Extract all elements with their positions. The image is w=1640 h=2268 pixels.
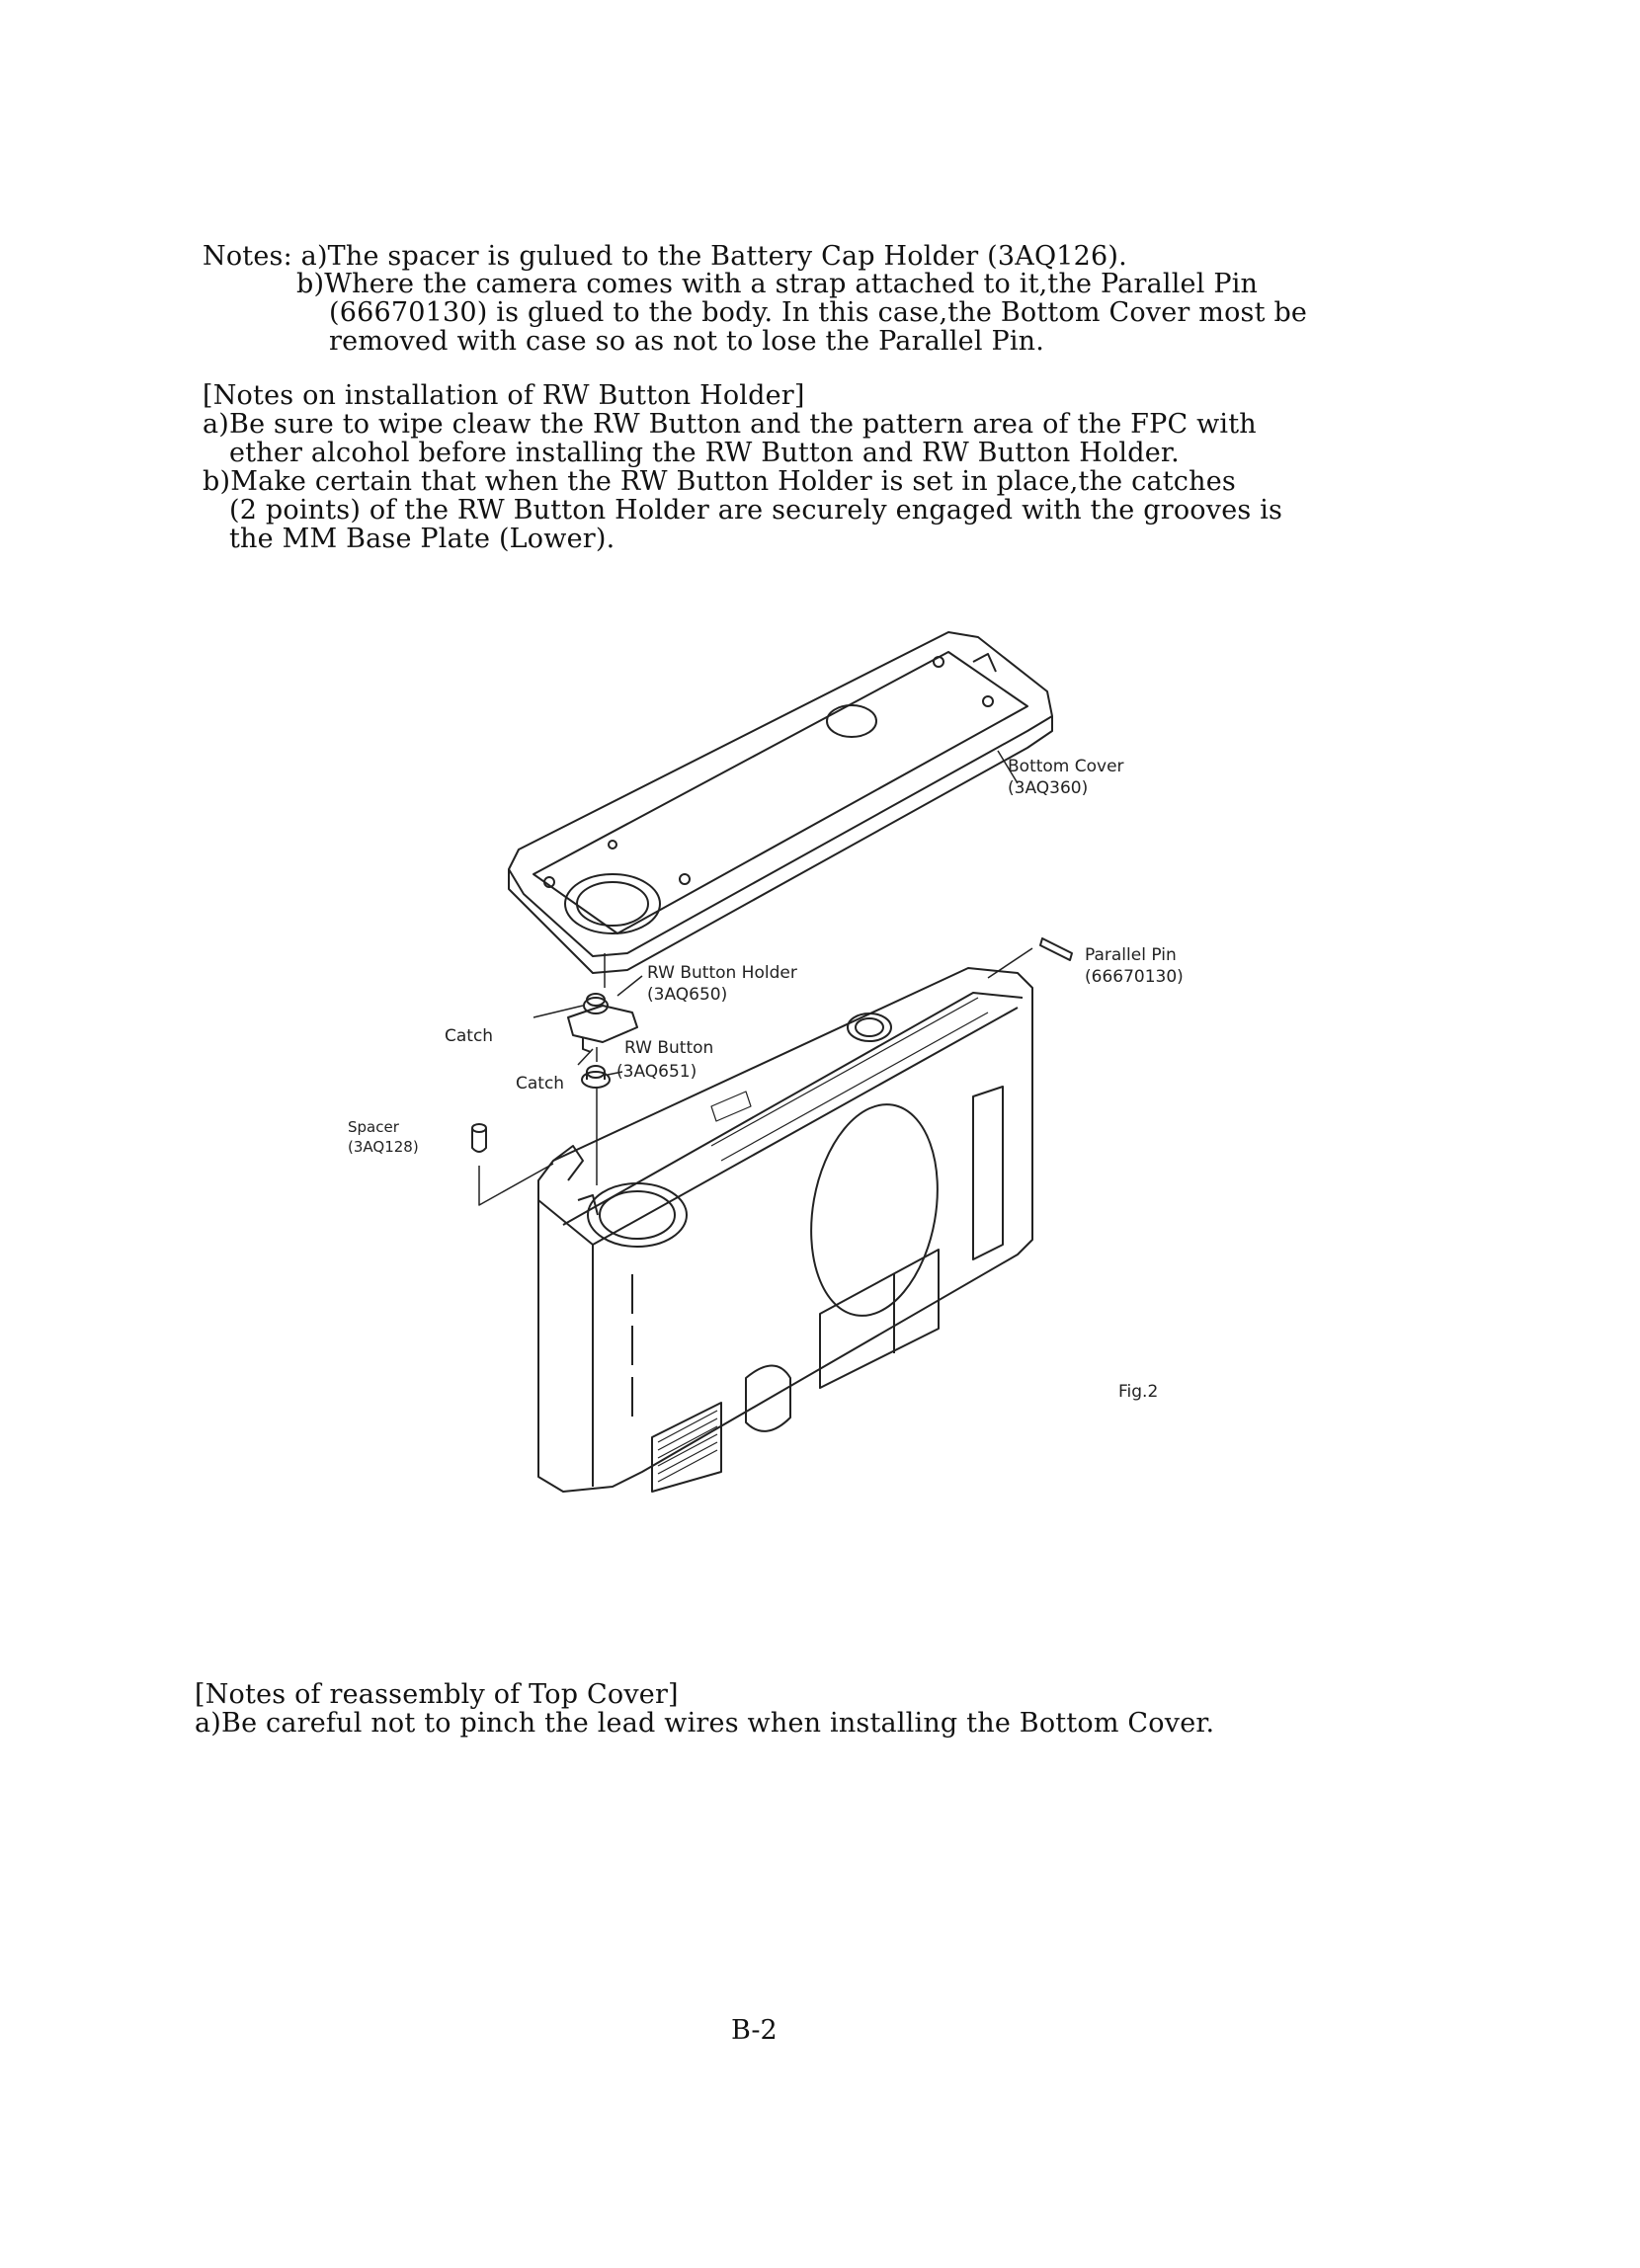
rw-note-a-cont: ether alcohol before installing the RW Button and RW Button Holder. xyxy=(229,438,1180,468)
rw-note-b-cont-2: the MM Base Plate (Lower). xyxy=(229,524,615,554)
top-cover-note-a: a)Be careful not to pinch the lead wires when installing the Bottom Cover. xyxy=(195,1708,1215,1739)
note-spacer: Notes: a)The spacer is gulued to the Battery Cap Holder (3AQ126). xyxy=(203,241,1127,272)
label-spacer-pn: (3AQ128) xyxy=(348,1138,419,1156)
label-rw-button-holder-pn: (3AQ650) xyxy=(647,985,728,1005)
label-catch-1: Catch xyxy=(445,1026,494,1046)
rw-note-b-cont: (2 points) of the RW Button Holder are securely engaged with the grooves is xyxy=(229,495,1283,526)
note-strap-cont: (66670130) is glued to the body. In this case,the Bottom Cover most be xyxy=(329,297,1308,328)
label-catch-2: Catch xyxy=(516,1074,565,1094)
label-spacer: Spacer xyxy=(348,1118,399,1136)
label-bottom-cover: Bottom Cover xyxy=(1008,757,1124,776)
spacer-drawing xyxy=(472,1124,553,1205)
rw-note-a: a)Be sure to wipe cleaw the RW Button and the pattern area of the FPC with xyxy=(203,409,1257,440)
note-strap-cont-2: removed with case so as not to lose the Parallel Pin. xyxy=(329,326,1045,357)
figure-label: Fig.2 xyxy=(1118,1382,1159,1402)
label-bottom-cover-pn: (3AQ360) xyxy=(1008,778,1089,798)
rw-note-b: b)Make certain that when the RW Button Holder is set in place,the catches xyxy=(203,466,1236,497)
rw-notes-heading: [Notes on installation of RW Button Holder] xyxy=(203,380,805,411)
top-cover-notes-heading: [Notes of reassembly of Top Cover] xyxy=(195,1679,679,1710)
bottom-cover-drawing xyxy=(509,632,1052,973)
note-strap: b)Where the camera comes with a strap attached to it,the Parallel Pin xyxy=(296,269,1259,299)
label-rw-button-holder: RW Button Holder xyxy=(647,963,797,983)
page-number: B-2 xyxy=(731,2015,778,2046)
label-rw-button: RW Button xyxy=(624,1038,714,1058)
camera-body-drawing xyxy=(538,968,1032,1492)
label-parallel-pin-pn: (66670130) xyxy=(1085,967,1184,987)
rw-button-drawing xyxy=(582,1066,610,1088)
label-parallel-pin: Parallel Pin xyxy=(1085,945,1177,965)
label-rw-button-pn: (3AQ651) xyxy=(616,1062,697,1082)
